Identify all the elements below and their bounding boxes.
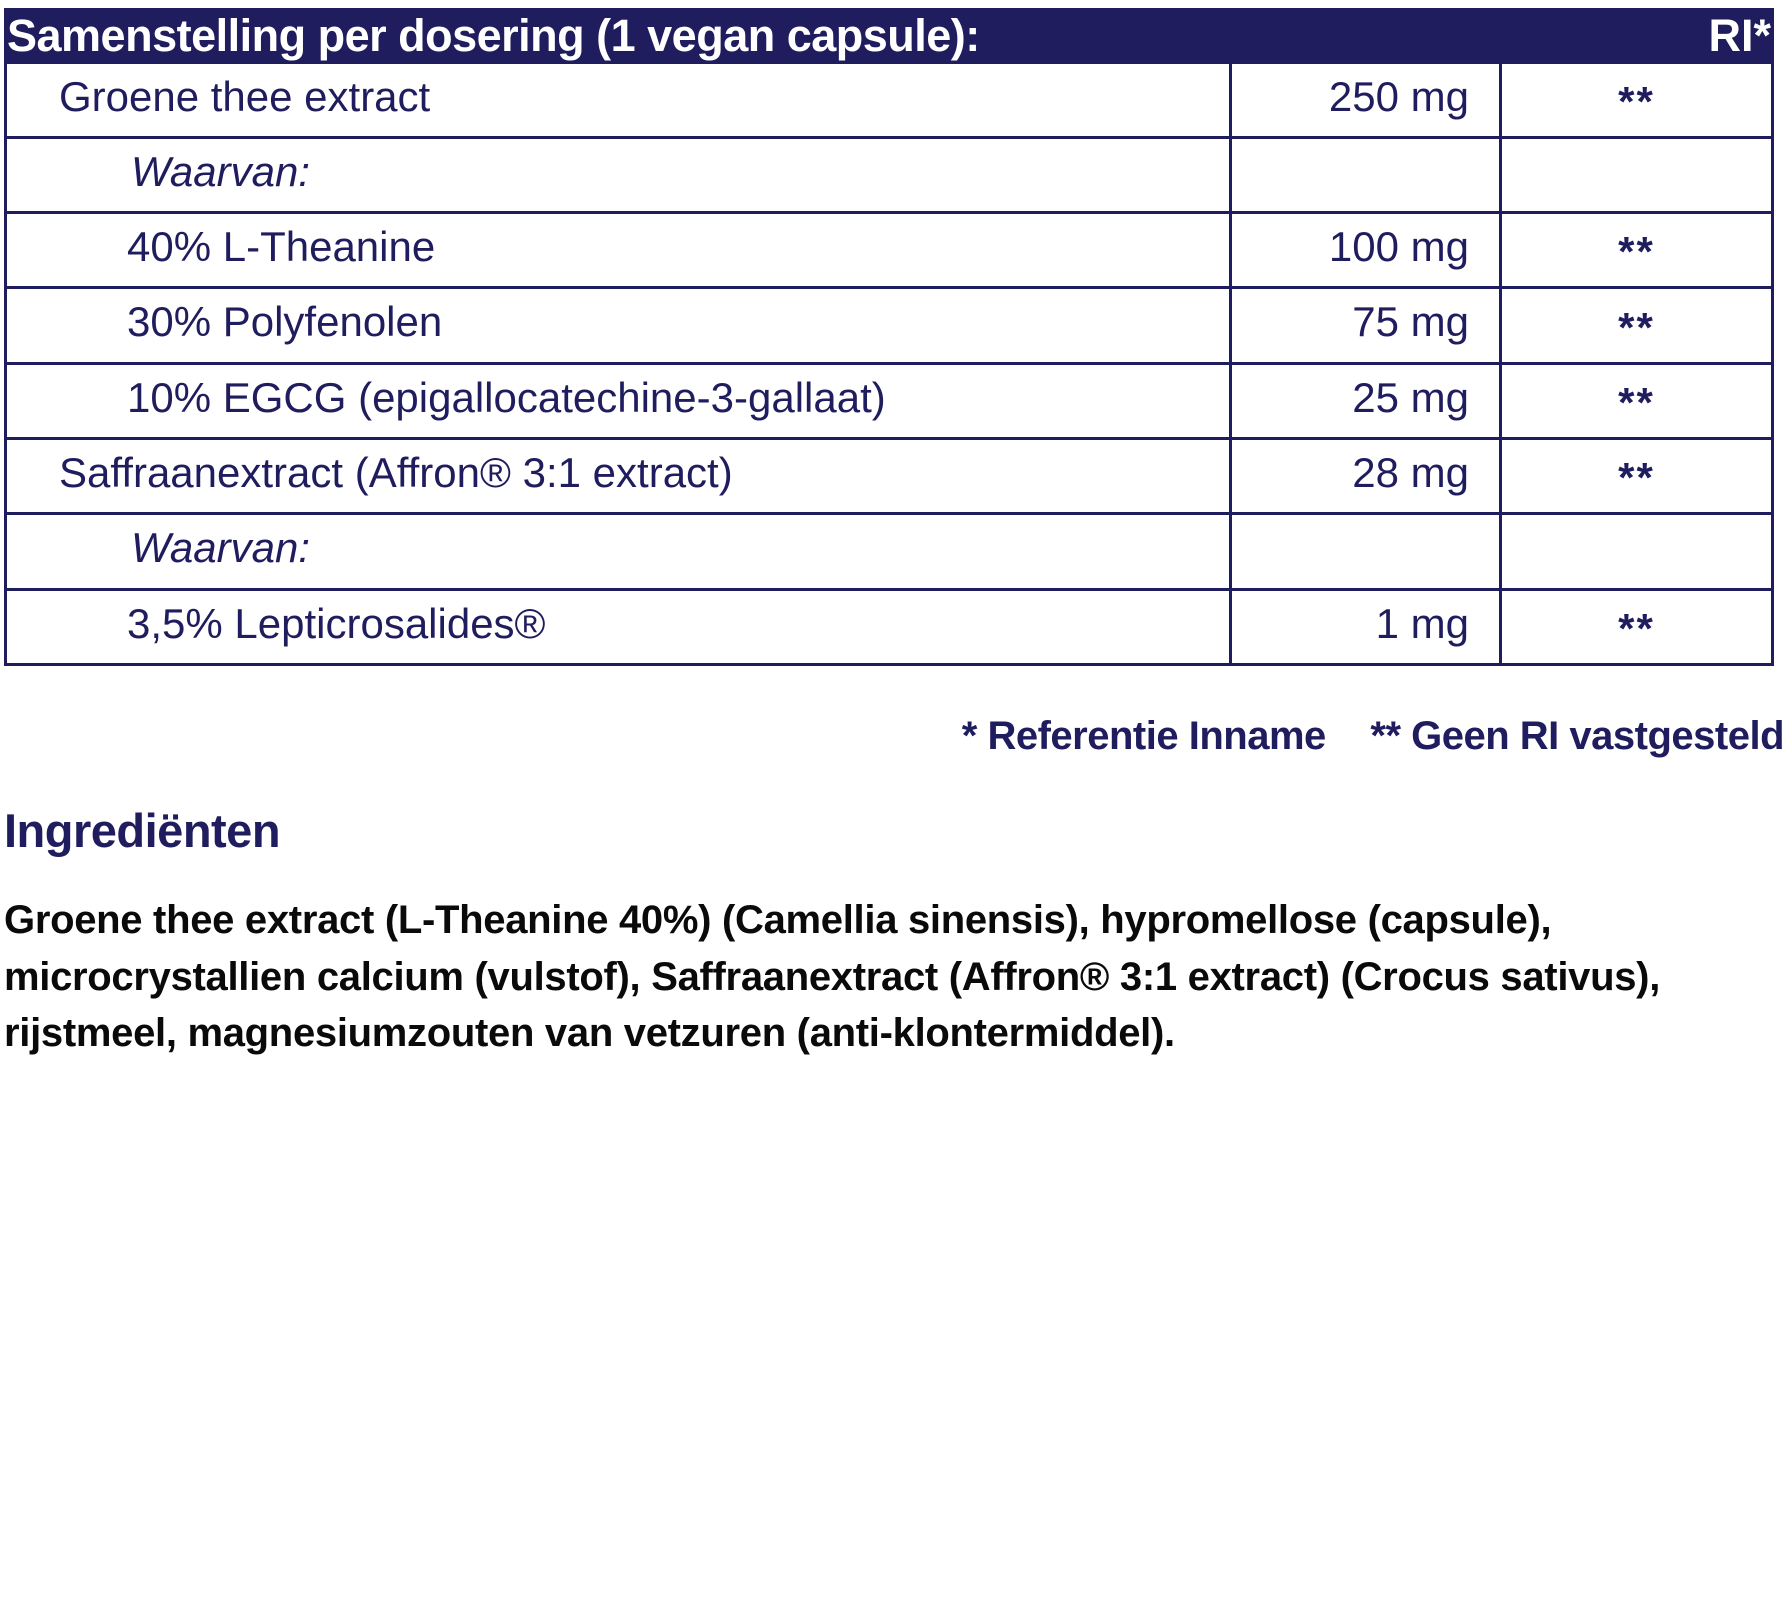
nutrition-table (4, 8, 1774, 666)
row-name: Groene thee extract (6, 62, 1231, 137)
row-name: Waarvan: (6, 137, 1231, 212)
table-row (6, 62, 1773, 137)
footnotes (0, 714, 1792, 759)
row-name: 3,5% Lepticrosalides® (6, 589, 1231, 664)
table-body (6, 62, 1773, 664)
table-header-row (6, 10, 1773, 63)
row-name: Saffraanextract (Affron® 3:1 extract) (6, 438, 1231, 513)
row-ri: ** (1501, 438, 1773, 513)
table-row (6, 363, 1773, 438)
supplement-facts-page (0, 8, 1792, 1616)
table-row (6, 514, 1773, 589)
row-ri: ** (1501, 589, 1773, 664)
row-amount (1231, 137, 1501, 212)
row-ri: ** (1501, 288, 1773, 363)
ingredients-text: Groene thee extract (L-Theanine 40%) (Camellia sinensis), hypromellose (capsule), microcrystallien calcium (vulstof), Saffraanextract (Affron® 3:1 extract) (Crocus sativus), rijstmeel, magnesiumzouten van vetzuren (anti-klontermiddel). (4, 897, 1661, 1056)
row-ri: ** (1501, 213, 1773, 288)
row-amount: 1 mg (1231, 589, 1501, 664)
row-amount (1231, 514, 1501, 589)
row-amount: 250 mg (1231, 62, 1501, 137)
table-row (6, 288, 1773, 363)
row-amount: 25 mg (1231, 363, 1501, 438)
table-row (6, 438, 1773, 513)
row-ri: ** (1501, 62, 1773, 137)
table-ri-header: RI* (1231, 10, 1773, 63)
footnote-ri: * Referentie Inname (961, 713, 1326, 758)
ingredients-heading: Ingrediënten (4, 803, 281, 857)
row-amount: 100 mg (1231, 213, 1501, 288)
footnote-no-ri: ** Geen RI vastgesteld (1370, 713, 1784, 758)
row-ri: ** (1501, 363, 1773, 438)
table-row (6, 213, 1773, 288)
row-ri (1501, 514, 1773, 589)
row-name: 10% EGCG (epigallocatechine-3-gallaat) (6, 363, 1231, 438)
row-ri (1501, 137, 1773, 212)
table-row (6, 589, 1773, 664)
table-title: Samenstelling per dosering (1 vegan capsule): (6, 10, 1231, 63)
row-amount: 75 mg (1231, 288, 1501, 363)
row-amount: 28 mg (1231, 438, 1501, 513)
row-name: 30% Polyfenolen (6, 288, 1231, 363)
row-name: Waarvan: (6, 514, 1231, 589)
row-name: 40% L-Theanine (6, 213, 1231, 288)
table-row (6, 137, 1773, 212)
